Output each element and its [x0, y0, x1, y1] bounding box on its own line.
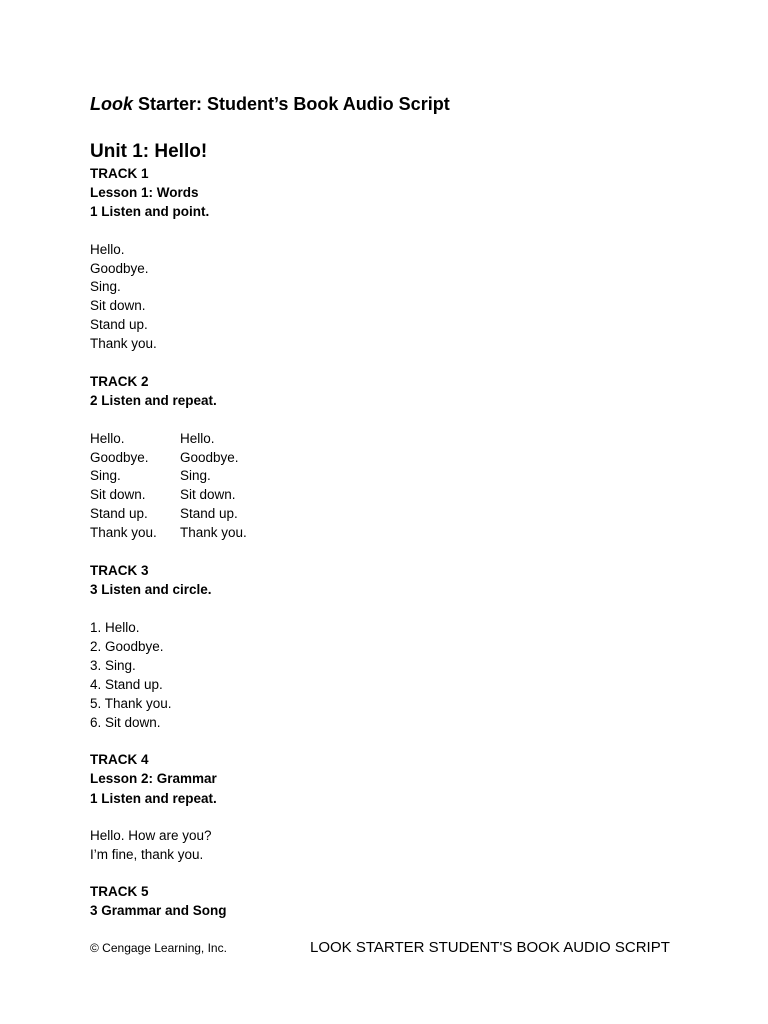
track-1-lesson: Lesson 1: Words — [90, 185, 199, 200]
track-5-heading: TRACK 5 — [90, 884, 149, 899]
track-1-line: Sing. — [90, 279, 121, 294]
title-italic: Look — [90, 94, 133, 114]
track-3-item: 1. Hello. — [90, 620, 140, 635]
track-2-col1-line: Sit down. — [90, 487, 146, 502]
track-3-item: 6. Sit down. — [90, 715, 161, 730]
track-3-item: 3. Sing. — [90, 658, 136, 673]
track-3-item: 4. Stand up. — [90, 677, 163, 692]
track-2-instruction: 2 Listen and repeat. — [90, 393, 217, 408]
unit-title: Unit 1: Hello! — [90, 141, 208, 162]
track-3-item: 5. Thank you. — [90, 696, 172, 711]
track-1-line: Thank you. — [90, 336, 157, 351]
track-2-col2-line: Thank you. — [180, 525, 247, 540]
track-2-col2-line: Goodbye. — [180, 450, 239, 465]
track-2-col1-line: Thank you. — [90, 525, 157, 540]
track-2-col1-line: Sing. — [90, 468, 121, 483]
track-2-col2-line: Hello. — [180, 431, 215, 446]
track-1-line: Hello. — [90, 242, 125, 257]
track-4-line: Hello. How are you? — [90, 828, 212, 843]
track-3-instruction: 3 Listen and circle. — [90, 582, 212, 597]
track-1-heading: TRACK 1 — [90, 166, 149, 181]
track-4-heading: TRACK 4 — [90, 752, 149, 767]
track-2-col2-line: Sit down. — [180, 487, 236, 502]
track-2-heading: TRACK 2 — [90, 374, 149, 389]
track-2-col2-line: Stand up. — [180, 506, 238, 521]
track-3-heading: TRACK 3 — [90, 563, 149, 578]
track-5-instruction: 3 Grammar and Song — [90, 903, 227, 918]
title-rest: Starter: Student’s Book Audio Script — [133, 94, 450, 114]
track-1-line: Sit down. — [90, 298, 146, 313]
footer-running-title: LOOK STARTER STUDENT'S BOOK AUDIO SCRIPT — [310, 939, 670, 956]
track-2-col1-line: Stand up. — [90, 506, 148, 521]
track-2-col1-line: Goodbye. — [90, 450, 149, 465]
track-2-col1-line: Hello. — [90, 431, 125, 446]
footer-copyright: © Cengage Learning, Inc. — [90, 941, 227, 955]
document-title — [90, 94, 450, 115]
track-1-line: Stand up. — [90, 317, 148, 332]
track-1-line: Goodbye. — [90, 261, 149, 276]
track-4-instruction: 1 Listen and repeat. — [90, 791, 217, 806]
track-4-line: I’m fine, thank you. — [90, 847, 204, 862]
track-3-item: 2. Goodbye. — [90, 639, 164, 654]
track-4-lesson: Lesson 2: Grammar — [90, 771, 217, 786]
track-1-instruction: 1 Listen and point. — [90, 204, 210, 219]
track-2-col2-line: Sing. — [180, 468, 211, 483]
